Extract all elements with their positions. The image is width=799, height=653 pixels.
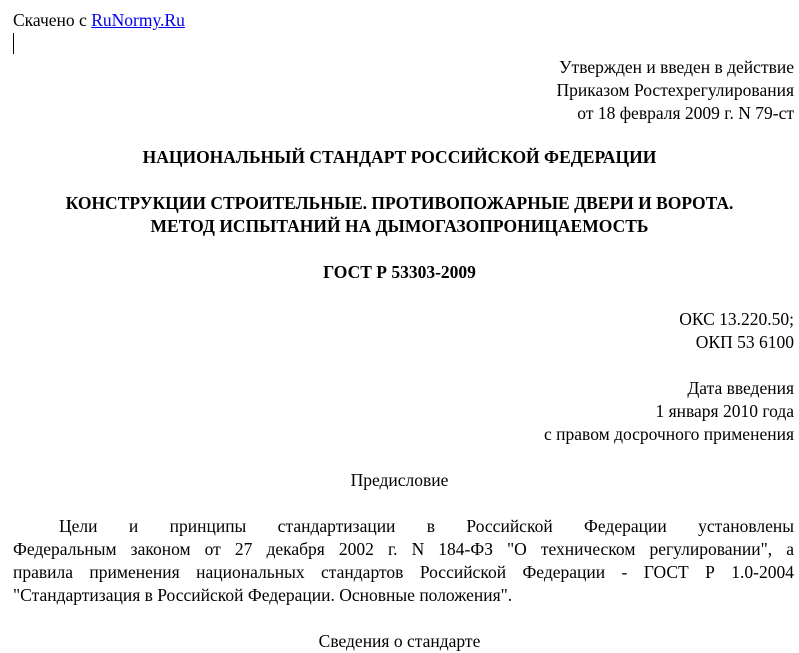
download-source bbox=[13, 9, 185, 32]
approval-line: от 18 февраля 2009 г. N 79-ст bbox=[577, 103, 794, 123]
text-cursor bbox=[13, 33, 14, 54]
introduction-line: 1 января 2010 года bbox=[655, 401, 794, 421]
gost-number: ГОСТ Р 53303-2009 bbox=[323, 262, 476, 282]
document-title-line: МЕТОД ИСПЫТАНИЙ НА ДЫМОГАЗОПРОНИЦАЕМОСТЬ bbox=[150, 216, 649, 236]
introduction-date-block bbox=[544, 377, 794, 446]
paragraph-line: Цели и принципы стандартизации в Российской Федерации установлены bbox=[59, 516, 794, 536]
introduction-line: с правом досрочного применения bbox=[544, 424, 794, 444]
standard-info-heading: Сведения о стандарте bbox=[318, 631, 481, 651]
runormy-link[interactable]: RuNormy.Ru bbox=[91, 10, 185, 30]
approval-line: Приказом Ростехрегулирования bbox=[556, 80, 794, 100]
document-title-line: КОНСТРУКЦИИ СТРОИТЕЛЬНЫЕ. ПРОТИВОПОЖАРНЫЕ ДВЕРИ И ВОРОТА. bbox=[65, 193, 734, 213]
preface-heading: Предисловие bbox=[350, 470, 449, 490]
classification-codes bbox=[679, 308, 794, 354]
download-source-prefix: Скачено с bbox=[13, 10, 92, 30]
oks-code: ОКС 13.220.50; bbox=[679, 309, 794, 329]
preface-paragraph bbox=[13, 515, 794, 607]
document-title bbox=[0, 192, 799, 238]
paragraph-line: "Стандартизация в Российской Федерации. Основные положения". bbox=[13, 585, 513, 605]
paragraph-line: правила применения национальных стандартов Российской Федерации - ГОСТ Р 1.0-2004 bbox=[13, 562, 794, 582]
approval-block bbox=[557, 56, 794, 125]
introduction-line: Дата введения bbox=[687, 378, 794, 398]
paragraph-line: Федеральным законом от 27 декабря 2002 г. N 184-ФЗ "О техническом регулировании", а bbox=[13, 539, 794, 559]
approval-line: Утвержден и введен в действие bbox=[559, 57, 794, 77]
standard-title: НАЦИОНАЛЬНЫЙ СТАНДАРТ РОССИЙСКОЙ ФЕДЕРАЦИИ bbox=[142, 147, 657, 167]
okp-code: ОКП 53 6100 bbox=[695, 332, 794, 352]
